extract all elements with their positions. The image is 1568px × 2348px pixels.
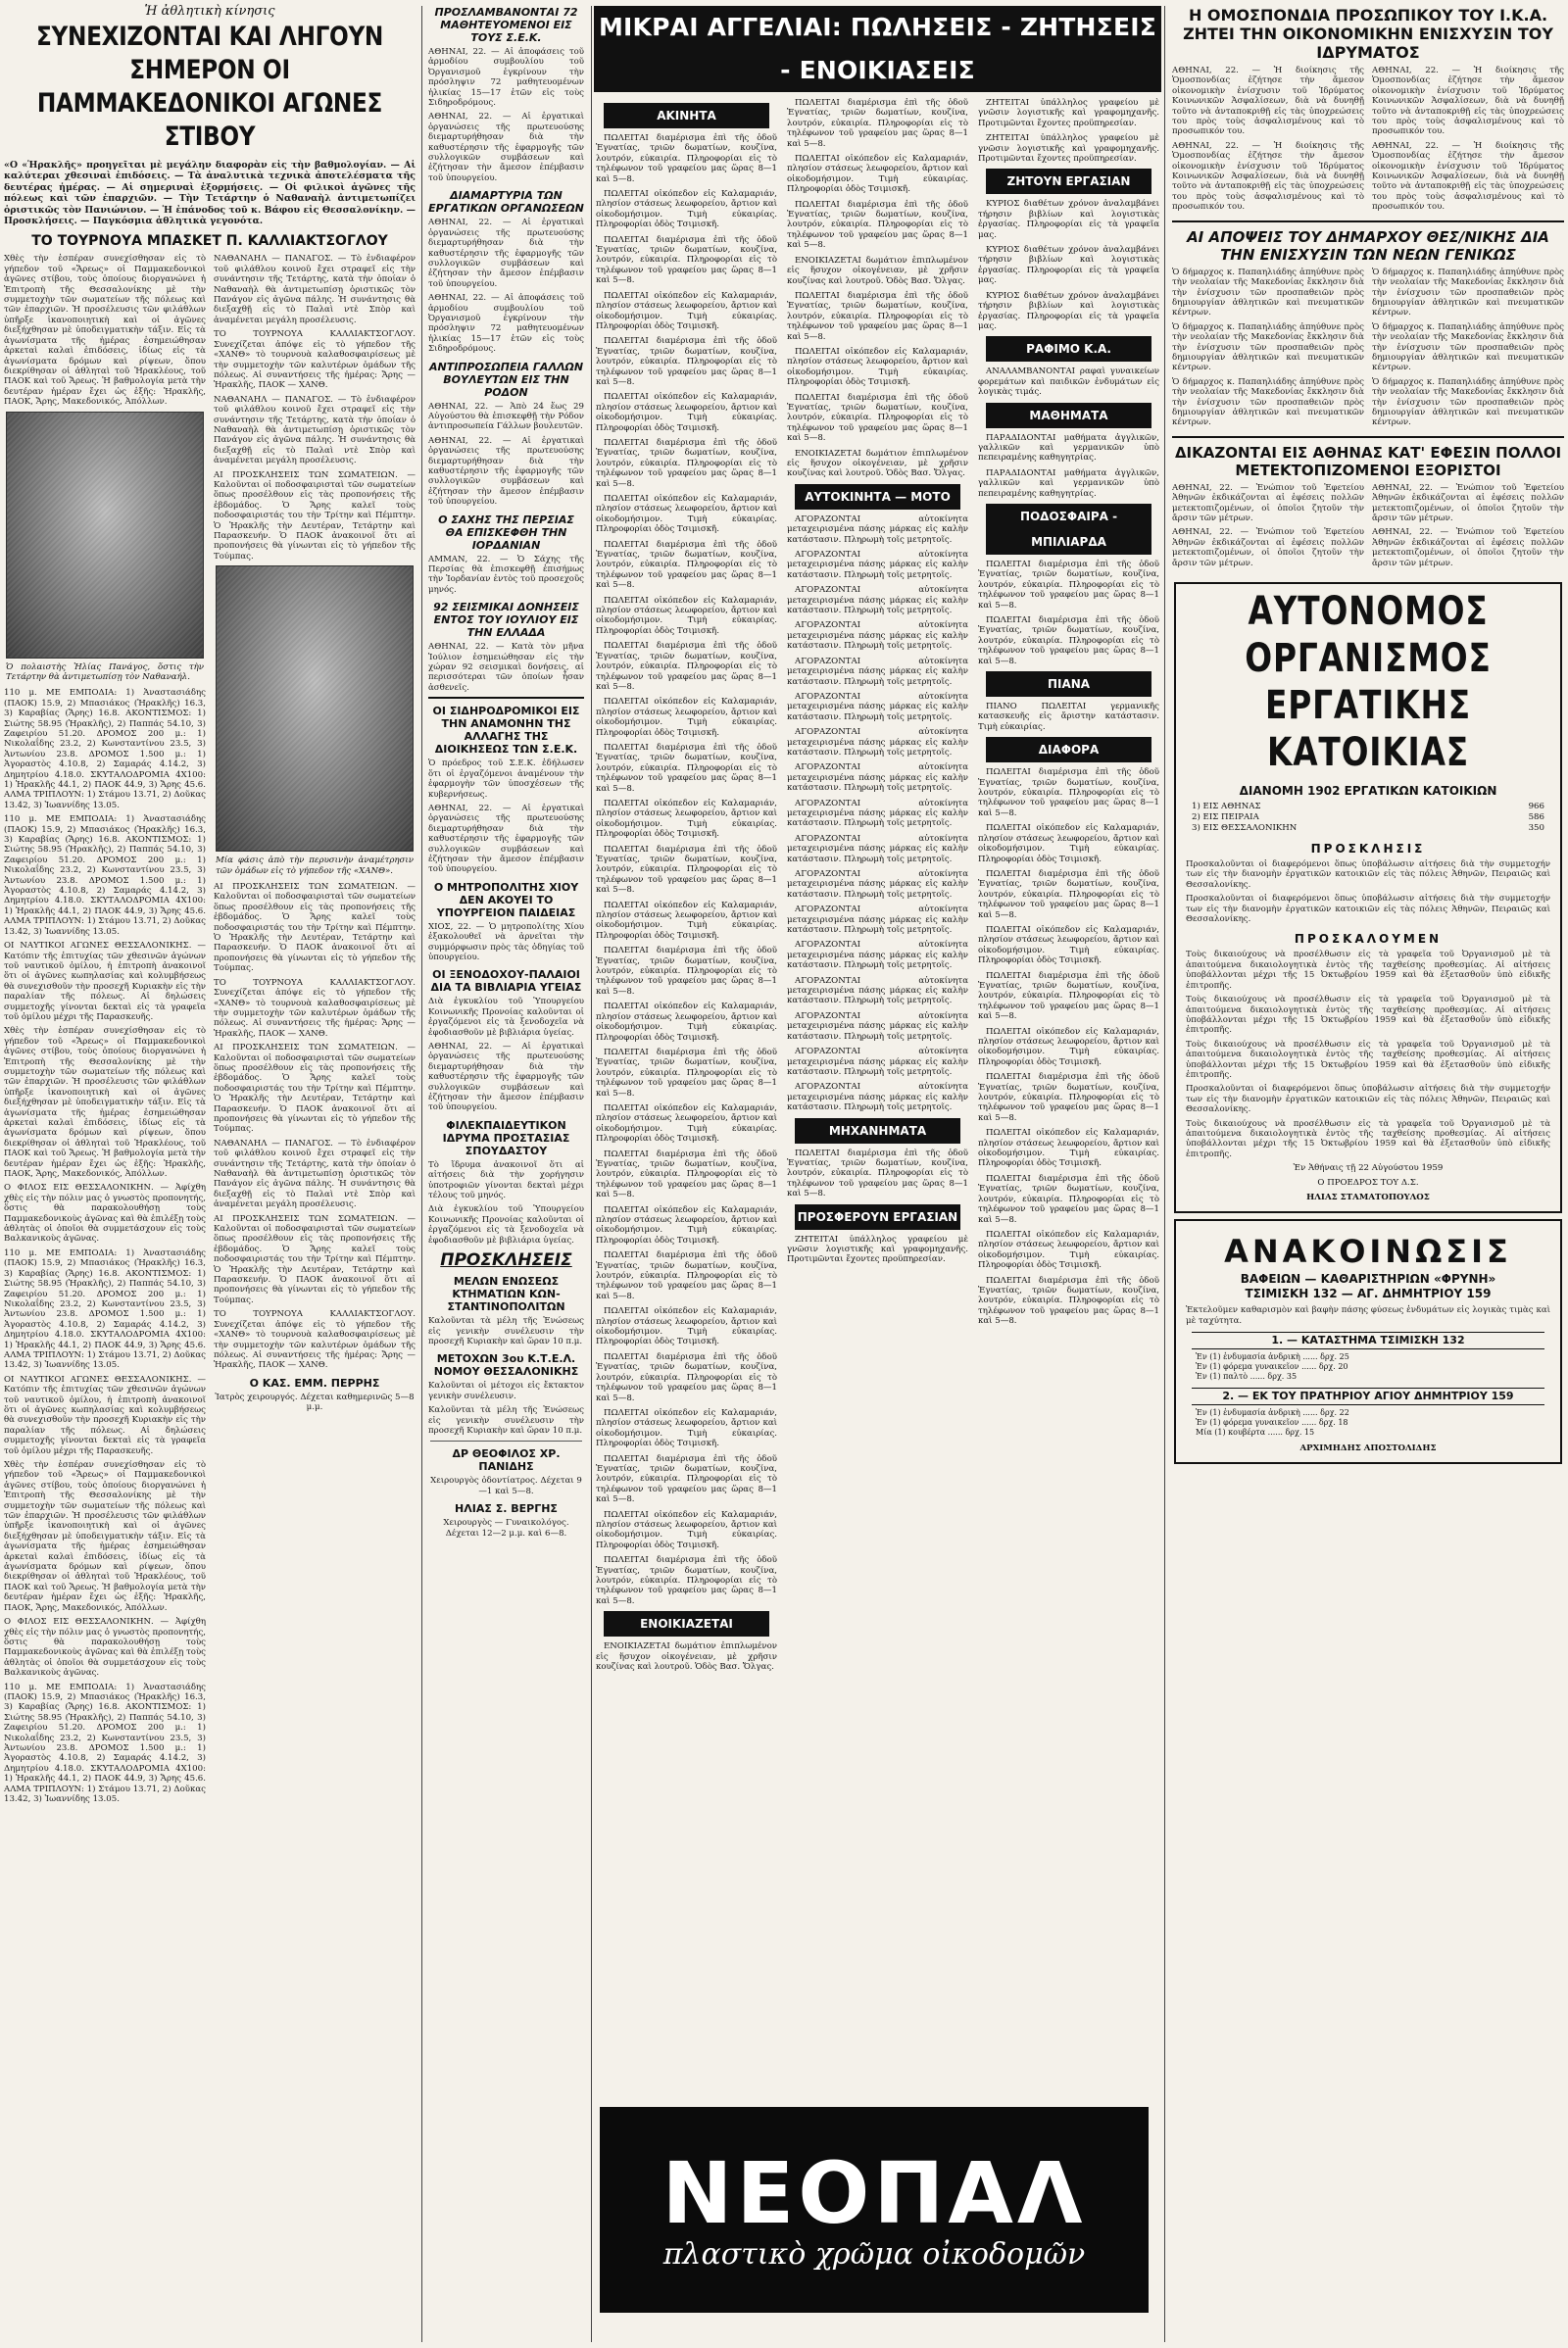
ika-body-4: ΑΘΗΝΑΙ, 22. — Ἡ διοίκησις τῆς Ὁμοσπονδίας ἐζήτησε τὴν ἄμεσον οἰκονομικὴν ἐνίσχυσιν τοῦ Ἱδρύματος Κοινωνικῶν Ἀσφαλίσεων, διὰ νὰ δυνηθῇ τοῦτο νὰ ἀνταποκριθῇ εἰς τὰς ὑποχρεώσεις του πρὸς τοὺς ἀσφαλισμένους καὶ τὸ προσωπικόν του. [1372,140,1564,213]
ad: ΑΓΟΡΑΖΟΝΤΑΙ αὐτοκίνητα μεταχειρισμένα πάσης μάρκας εἰς καλὴν κατάστασιν. Πληρωμὴ τοῖς μετρητοῖς. [787,514,968,545]
ad: ΕΝΟΙΚΙΑΖΕΤΑΙ δωμάτιον ἐπιπλωμένον εἰς ἥσυχον οἰκογένειαν, μὲ χρῆσιν κουζίνας καὶ λουτροῦ. Ὁδὸς Βασ. Ὄλγας. [787,448,968,479]
ad: ΠΩΛΕΙΤΑΙ διαμέρισμα ἐπὶ τῆς ὁδοῦ Ἐγνατίας, τριῶν δωματίων, κουζίνα, λουτρόν, εὐκαιρία. Πληροφορίαι εἰς τὸ τηλέφωνον τοῦ γραφείου μας ὥρας 8—1 καὶ 5—8. [978,868,1159,920]
fryni-segment-2: 2. — ΕΚ ΤΟΥ ΠΡΑΤΗΡΙΟΥ ΑΓΙΟΥ ΔΗΜΗΤΡΙΟΥ 159 [1192,1388,1544,1405]
fryni-signer: ΑΡΧΙΜΗΔΗΣ ΑΠΟΣΤΟΛΙΔΗΣ [1299,1443,1437,1453]
match-photo-caption: Μία φάσις ἀπὸ τὴν περυσινὴν ἀναμέτρησιν τῶν ὁμάδων εἰς τὸ γήπεδον τῆς «ΧΑΝΘ». [216,856,414,876]
news-h12: ΜΕΤΟΧΩΝ 3ου Κ.Τ.Ε.Λ. ΝΟΜΟΥ ΘΕΣΣΑΛΟΝΙΚΗΣ [433,1352,579,1379]
ad: ΑΓΟΡΑΖΟΝΤΑΙ αὐτοκίνητα μεταχειρισμένα πάσης μάρκας εἰς καλὴν κατάστασιν. Πληρωμὴ τοῖς μετρητοῖς. [787,620,968,652]
news-h7: Ο ΜΗΤΡΟΠΟΛΙΤΗΣ ΧΙΟΥ ΔΕΝ ΑΚΟΥΕΙ ΤΟ ΥΠΟΥΡΓΕΙΟΝ ΠΑΙΔΕΙΑΣ [433,880,579,919]
sports-body-repeat: Χθὲς τὴν ἑσπέραν συνεχίσθησαν εἰς τὸ γήπεδον τοῦ «Ἄρεως» οἱ Παμμακεδονικοὶ ἀγῶνες στίβου, τοὺς ὁποίους διοργανώνει ἡ Ἐπιτροπὴ τῆς Θεσσαλονίκης μὲ τὴν συμμετοχὴν τῶν σωματείων τῆς πόλεως καὶ τῶν ἐπαρχιῶν. Ἡ προσέλευσις τῶν φιλάθλων ὑπῆρξε ἱκανοποιητικὴ καὶ οἱ ἀγῶνες διεξήχθησαν μὲ ὑποδειγματικὴν τάξιν. Εἰς τὰ ἀγωνίσματα τῆς ἡμέρας ἐσημειώθησαν ἀρκεταὶ καλαὶ ἐπιδόσεις, ἰδίως εἰς τὰ ἀγωνίσματα δρόμων καὶ ρίψεων, ὅπου διεκρίθησαν οἱ ἀθληταὶ τοῦ Ἡρακλέους, τοῦ ΠΑΟΚ καὶ τοῦ Ἄρεως. Ἡ βαθμολογία μετὰ τὴν δευτέραν ἡμέραν ἔχει ὡς ἑξῆς: Ἡρακλῆς, ΠΑΟΚ, Ἄρης, Μακεδονικός, Ἀπόλλων. [4,1026,206,1180]
ad: ΠΩΛΕΙΤΑΙ διαμέρισμα ἐπὶ τῆς ὁδοῦ Ἐγνατίας, τριῶν δωματίων, κουζίνα, λουτρόν, εὐκαιρία. Πληροφορίαι εἰς τὸ τηλέφωνον τοῦ γραφείου μας ὥρας 8—1 καὶ 5—8. [596,336,777,387]
column-rule [591,6,592,2342]
section-michanimata: ΜΗΧΑΝΗΜΑΤΑ [795,1118,960,1144]
housing-list-item: 3) ΕΙΣ ΘΕΣΣΑΛΟΝΙΚΗΝ 350 [1192,823,1544,834]
ad: ΠΩΛΕΙΤΑΙ διαμέρισμα ἐπὶ τῆς ὁδοῦ Ἐγνατίας, τριῶν δωματίων, κουζίνα, λουτρόν, εὐκαιρία. Πληροφορίαι εἰς τὸ τηλέφωνον τοῦ γραφείου μας ὥρας 8—1 καὶ 5—8. [787,98,968,149]
price-item: Ἐν (1) ἐνδυμασία ἀνδρικὴ ...... δρχ. 22 [1196,1408,1349,1417]
ad: ΠΩΛΕΙΤΑΙ διαμέρισμα ἐπὶ τῆς ὁδοῦ Ἐγνατίας, τριῶν δωματίων, κουζίνα, λουτρόν, εὐκαιρία. Πληροφορίαι εἰς τὸ τηλέφωνον τοῦ γραφείου μας ὥρας 8—1 καὶ 5—8. [978,1275,1159,1327]
news-h4: Ο ΣΑΧΗΣ ΤΗΣ ΠΕΡΣΙΑΣ ΘΑ ΕΠΙΣΚΕΦΘΗ ΤΗΝ ΙΟΡΔΑΝΙΑΝ [438,513,574,552]
ad: ΠΩΛΕΙΤΑΙ οἰκόπεδον εἰς Καλαμαριάν, πλησίον στάσεως λεωφορείου, ἄρτιον καὶ οἰκοδομήσιμον. Τιμὴ εὐκαιρίας. Πληροφορίαι ὁδὸς Τσιμισκῆ. [978,823,1159,864]
ad: ΠΩΛΕΙΤΑΙ διαμέρισμα ἐπὶ τῆς ὁδοῦ Ἐγνατίας, τριῶν δωματίων, κουζίνα, λουτρόν, εὐκαιρία. Πληροφορίαι εἰς τὸ τηλέφωνον τοῦ γραφείου μας ὥρας 8—1 καὶ 5—8. [596,844,777,896]
ad: ΠΩΛΕΙΤΑΙ διαμέρισμα ἐπὶ τῆς ὁδοῦ Ἐγνατίας, τριῶν δωματίων, κουζίνα, λουτρόν, εὐκαιρία. Πληροφορίαι εἰς τὸ τηλέφωνον τοῦ γραφείου μας ὥρας 8—1 καὶ 5—8. [596,234,777,286]
housing-body-2e: Τοὺς δικαιούχους νὰ προσέλθωσιν εἰς τὰ γραφεῖα τοῦ Ὀργανισμοῦ μὲ τὰ ἀπαιτούμενα δικαιολογητικὰ ἐντὸς τῆς ταχθείσης προθεσμίας. Αἱ αἰτήσεις ὑποβάλλονται μέχρι τῆς 15 Ὀκτωβρίου 1959 καὶ θὰ ἐξετασθοῦν ὑπὸ εἰδικῆς ἐπιτροπῆς. [1186,1118,1550,1159]
ad: ΠΩΛΕΙΤΑΙ οἰκόπεδον εἰς Καλαμαριάν, πλησίον στάσεως λεωφορείου, ἄρτιον καὶ οἰκοδομήσιμον. Τιμὴ εὐκαιρίας. Πληροφορίαι ὁδὸς Τσιμισκῆ. [596,900,777,941]
trials-body-2: ΑΘΗΝΑΙ, 22. — Ἐνώπιον τοῦ Ἐφετείου Ἀθηνῶν ἐκδικάζονται αἱ ἐφέσεις πολλῶν μετεκτοπιζομένων, οἱ ὁποῖοι ζητοῦν τὴν ἄρσιν τῶν μέτρων. [1172,527,1364,568]
column-rule [421,6,422,2342]
ad: ΑΓΟΡΑΖΟΝΤΑΙ αὐτοκίνητα μεταχειρισμένα πάσης μάρκας εἰς καλὴν κατάστασιν. Πληρωμὴ τοῖς μετρητοῖς. [787,550,968,580]
price-item: Ἐν (1) παλτὸ ...... δρχ. 35 [1196,1372,1298,1381]
classifieds-subcol-2 [785,98,970,1677]
sports-results: 110 μ. ΜΕ ΕΜΠΟΔΙΑ: 1) Ἀναστασιάδης (ΠΑΟΚ) 15.9, 2) Μπασιάκος (Ἡρακλῆς) 16.3, 3) Καραβίας (Ἄρης) 16.8. ΑΚΟΝΤΙΣΜΟΣ: 1) Σιώτης 58.95 (Ἡρακλῆς), 2) Παππάς 54.10, 3) Ζαφειρίου 51.20. ΔΡΟΜΟΣ 200 μ.: 1) Νικολαΐδης 23.2, 2) Κωνσταντίνου 23.5, 3) Ἀντωνίου 23.8. ΔΡΟΜΟΣ 1.500 μ.: 1) Ἀγοραστὸς 4.10.8, 2) Σαμαράς 4.14.2, 3) Δημητρίου 4.18.0. ΣΚΥΤΑΛΟΔΡΟΜΙΑ 4Χ100: 1) Ἡρακλῆς 44.1, 2) ΠΑΟΚ 44.9, 3) Ἄρης 45.6. ΑΛΜΑ ΤΡΙΠΛΟΥΝ: 1) Στάμου 13.71, 2) Δοῦκας 13.42, 3) Ἰωαννίδης 13.05. [4,688,206,810]
ad: ΠΩΛΕΙΤΑΙ οἰκόπεδον εἰς Καλαμαριάν, πλησίον στάσεως λεωφορείου, ἄρτιον καὶ οἰκοδομήσιμον. Τιμὴ εὐκαιρίας. Πληροφορίαι ὁδὸς Τσιμισκῆ. [787,346,968,388]
section-divider [1172,436,1564,438]
price-item: Ἐν (1) ἐνδυμασία ἀνδρικὴ ...... δρχ. 25 [1196,1352,1349,1361]
doctor-ad-title: Ο ΚΑΣ. ΕΜΜ. ΠΕΡΡΗΣ [249,1376,380,1390]
ad: ΠΩΛΕΙΤΑΙ οἰκόπεδον εἰς Καλαμαριάν, πλησίον στάσεως λεωφορείου, ἄρτιον καὶ οἰκοδομήσιμον. Τιμὴ εὐκαιρίας. Πληροφορίαι ὁδὸς Τσιμισκῆ. [596,1102,777,1145]
ad: ΑΓΟΡΑΖΟΝΤΑΙ αὐτοκίνητα μεταχειρισμένα πάσης μάρκας εἰς καλὴν κατάστασιν. Πληρωμὴ τοῖς μετρητοῖς. [787,1082,968,1113]
news-divider [428,697,584,699]
ad: ΑΝΑΛΑΜΒΑΝΟΝΤΑΙ ραφαὶ γυναικείων φορεμάτων καὶ παιδικῶν ἐνδυμάτων εἰς λογικὰς τιμάς. [978,367,1159,398]
news-h9: ΦΙΛΕΚΠΑΙΔΕΥΤΙΚΟΝ ΙΔΡΥΜΑ ΠΡΟΣΤΑΣΙΑΣ ΣΠΟΥΔΑΣΤΟΥ [442,1118,570,1157]
ad: ΑΓΟΡΑΖΟΝΤΑΙ αὐτοκίνητα μεταχειρισμένα πάσης μάρκας εἰς καλὴν κατάστασιν. Πληρωμὴ τοῖς μετρητοῖς. [787,940,968,971]
doctor-divider [430,1441,582,1442]
mayor-body-6: Ὁ δήμαρχος κ. Παπαηλιάδης ἀπηύθυνε πρὸς τὴν νεολαίαν τῆς Μακεδονίας ἔκκλησιν διὰ τὴν ἐνίσχυσιν τῶν προσπαθειῶν πρὸς δημιουργίαν ἀθλητικῶν καὶ πνευματικῶν κέντρων. [1372,376,1564,428]
sports-body-a: Χθὲς τὴν ἑσπέραν συνεχίσθησαν εἰς τὸ γήπεδον τοῦ «Ἄρεως» οἱ Παμμακεδονικοὶ ἀγῶνες στίβου, τοὺς ὁποίους διοργανώνει ἡ Ἐπιτροπὴ τῆς Θεσσαλονίκης μὲ τὴν συμμετοχὴν τῶν σωματείων τῆς πόλεως καὶ τῶν ἐπαρχιῶν. Ἡ προσέλευσις τῶν φιλάθλων ὑπῆρξε ἱκανοποιητικὴ καὶ οἱ ἀγῶνες διεξήχθησαν μὲ ὑποδειγματικὴν τάξιν. Εἰς τὰ ἀγωνίσματα τῆς ἡμέρας ἐσημειώθησαν ἀρκεταὶ καλαὶ ἐπιδόσεις, ἰδίως εἰς τὰ ἀγωνίσματα δρόμων καὶ ρίψεων, ὅπου διεκρίθησαν οἱ ἀθληταὶ τοῦ Ἡρακλέους, τοῦ ΠΑΟΚ καὶ τοῦ Ἄρεως. Ἡ βαθμολογία μετὰ τὴν δευτέραν ἡμέραν ἔχει ὡς ἑξῆς: Ἡρακλῆς, ΠΑΟΚ, Ἄρης, Μακεδονικός, Ἀπόλλων. [4,254,206,408]
news-p9: Τὸ ἵδρυμα ἀνακοινοῖ ὅτι αἱ αἰτήσεις διὰ τὴν χορήγησιν ὑποτροφιῶν γίνονται δεκταὶ μέχρι τέλους τοῦ μηνός. [428,1159,584,1201]
news-p12: Καλοῦνται οἱ μέτοχοι εἰς ἔκτακτον γενικὴν συνέλευσιν. [428,1381,584,1401]
housing-list-item: 2) ΕΙΣ ΠΕΙΡΑΙΑ 586 [1192,812,1544,823]
news-p6: Ὁ πρόεδρος τοῦ Σ.Ε.Κ. ἐδήλωσεν ὅτι οἱ ἐργαζόμενοι ἀναμένουν τὴν ἐφαρμογὴν τῶν ὑποσχέσεων τῆς κυβερνήσεως. [428,758,584,800]
ika-body-2: ΑΘΗΝΑΙ, 22. — Ἡ διοίκησις τῆς Ὁμοσπονδίας ἐζήτησε τὴν ἄμεσον οἰκονομικὴν ἐνίσχυσιν τοῦ Ἱδρύματος Κοινωνικῶν Ἀσφαλίσεων, διὰ νὰ δυνηθῇ τοῦτο νὰ ἀνταποκριθῇ εἰς τὰς ὑποχρεώσεις του πρὸς τοὺς ἀσφαλισμένους καὶ τὸ προσωπικόν του. [1172,140,1364,213]
sailing-news: ΟΙ ΝΑΥΤΙΚΟΙ ΑΓΩΝΕΣ ΘΕΣΣΑΛΟΝΙΚΗΣ. — Κατόπιν τῆς ἐπιτυχίας τῶν χθεσινῶν ἀγώνων τοῦ ναυτικοῦ ὁμίλου, ἡ ἐπιτροπὴ ἀνακοινοῖ ὅτι οἱ ἀγῶνες κωπηλασίας καὶ κολυμβήσεως θὰ συνεχισθοῦν τὴν προσεχῆ Κυριακὴν εἰς τὴν παραλίαν τῆς πόλεως. Αἱ δηλώσεις συμμετοχῆς γίνονται δεκταὶ εἰς τὰ γραφεῖα τοῦ ὁμίλου μέχρι τῆς Παρασκευῆς. [4,941,206,1022]
ad: ΑΓΟΡΑΖΟΝΤΑΙ αὐτοκίνητα μεταχειρισμένα πάσης μάρκας εἰς καλὴν κατάστασιν. Πληρωμὴ τοῖς μετρητοῖς. [787,975,968,1006]
ad: ΠΩΛΕΙΤΑΙ διαμέρισμα ἐπὶ τῆς ὁδοῦ Ἐγνατίας, τριῶν δωματίων, κουζίνα, λουτρόν, εὐκαιρία. Πληροφορίαι εἰς τὸ τηλέφωνον τοῦ γραφείου μας ὥρας 8—1 καὶ 5—8. [596,437,777,489]
neopal-ad [600,2107,1149,2313]
ad: ΑΓΟΡΑΖΟΝΤΑΙ αὐτοκίνητα μεταχειρισμένα πάσης μάρκας εἰς καλὴν κατάστασιν. Πληρωμὴ τοῖς μετρητοῖς. [787,727,968,758]
ad: ΖΗΤΕΙΤΑΙ ὑπάλληλος γραφείου μὲ γνῶσιν λογιστικῆς καὶ γραφομηχανῆς. Προτιμῶνται ἔχοντες προϋπηρεσίαν. [978,133,1159,165]
ad: ΕΝΟΙΚΙΑΖΕΤΑΙ δωμάτιον ἐπιπλωμένον εἰς ἥσυχον οἰκογένειαν, μὲ χρῆσιν κουζίνας καὶ λουτροῦ. Ὁδὸς Βασ. Ὄλγας. [596,1641,777,1673]
trials-headline: ΔΙΚΑΖΟΝΤΑΙ ΕΙΣ ΑΘΗΝΑΣ ΚΑΤ' ΕΦΕΣΙΝ ΠΟΛΛΟΙ ΜΕΤΕΚΤΟΠΙΖΟΜΕΝΟΙ ΕΞΟΡΙΣΤΟΙ [1174,443,1562,479]
ad: ΠΩΛΕΙΤΑΙ οἰκόπεδον εἰς Καλαμαριάν, πλησίον στάσεως λεωφορείου, ἄρτιον καὶ οἰκοδομήσιμον. Τιμὴ εὐκαιρίας. Πληροφορίαι ὁδὸς Τσιμισκῆ. [596,494,777,535]
right-column [1168,0,1568,2348]
ad: ΠΩΛΕΙΤΑΙ οἰκόπεδον εἰς Καλαμαριάν, πλησίον στάσεως λεωφορείου, ἄρτιον καὶ οἰκοδομήσιμον. Τιμὴ εὐκαιρίας. Πληροφορίαι ὁδὸς Τσιμισκῆ. [596,189,777,230]
ad: ΑΓΟΡΑΖΟΝΤΑΙ αὐτοκίνητα μεταχειρισμένα πάσης μάρκας εἰς καλὴν κατάστασιν. Πληρωμὴ τοῖς μετρητοῖς. [787,585,968,616]
wrestling-preview: ΝΑΘΑΝΑΗΛ — ΠΑΝΑΓΟΣ. — Τὸ ἐνδιαφέρον τοῦ φιλάθλου κοινοῦ ἔχει στραφεῖ εἰς τὴν συνάντησιν τῆς Τετάρτης, κατὰ τὴν ὁποίαν ὁ Ναθαναὴλ θὰ ἀντιμετωπίσῃ ὁριστικῶς τὸν Πανάγον εἰς ἀγῶνα πάλης. Ἡ συνάντησις θὰ διεξαχθῇ εἰς τὸ Παλαὶ ντὲ Σπὸρ καὶ ἀναμένεται μεγάλη προσέλευσις. [214,254,416,325]
ad: ΠΩΛΕΙΤΑΙ διαμέρισμα ἐπὶ τῆς ὁδοῦ Ἐγνατίας, τριῶν δωματίων, κουζίνα, λουτρόν, εὐκαιρία. Πληροφορίαι εἰς τὸ τηλέφωνον τοῦ γραφείου μας ὥρας 8—1 καὶ 5—8. [787,199,968,251]
ad: ΑΓΟΡΑΖΟΝΤΑΙ αὐτοκίνητα μεταχειρισμένα πάσης μάρκας εἰς καλὴν κατάστασιν. Πληρωμὴ τοῖς μετρητοῖς. [787,762,968,794]
housing-body-2d: Προσκαλοῦνται οἱ διαφερόμενοι ὅπως ὑποβάλωσιν αἰτήσεις διὰ τὴν συμμετοχήν των εἰς τὴν διανομὴν ἐργατικῶν κατοικιῶν εἰς τὰς πόλεις Ἀθηνῶν, Πειραιῶς καὶ Θεσσαλονίκης. [1186,1084,1550,1115]
news-p3: ΑΘΗΝΑΙ, 22. — Ἀπὸ 24 ἕως 29 Αὐγούστου θὰ ἐπισκεφθῇ τὴν Ρόδον ἀντιπροσωπεία Γάλλων βουλευτῶν. [428,401,584,432]
ad: ΖΗΤΕΙΤΑΙ ὑπάλληλος γραφείου μὲ γνῶσιν λογιστικῆς καὶ γραφομηχανῆς. Προτιμῶνται ἔχοντες προϋπηρεσίαν. [787,1234,968,1265]
ika-body-3: ΑΘΗΝΑΙ, 22. — Ἡ διοίκησις τῆς Ὁμοσπονδίας ἐζήτησε τὴν ἄμεσον οἰκονομικὴν ἐνίσχυσιν τοῦ Ἱδρύματος Κοινωνικῶν Ἀσφαλίσεων, διὰ νὰ δυνηθῇ τοῦτο νὰ ἀνταποκριθῇ εἰς τὰς ὑποχρεώσεις του πρὸς τοὺς ἀσφαλισμένους καὶ τὸ προσωπικόν του. [1372,66,1564,137]
doctor-ad-text: Ἰατρὸς χειρουργός. Δέχεται καθημερινῶς 5—8 μ.μ. [215,1392,415,1413]
ad: ΠΩΛΕΙΤΑΙ διαμέρισμα ἐπὶ τῆς ὁδοῦ Ἐγνατίας, τριῶν δωματίων, κουζίνα, λουτρόν, εὐκαιρία. Πληροφορίαι εἰς τὸ τηλέφωνον τοῦ γραφείου μας ὥρας 8—1 καὶ 5—8. [596,742,777,794]
housing-body-2: Τοὺς δικαιούχους νὰ προσέλθωσιν εἰς τὰ γραφεῖα τοῦ Ὀργανισμοῦ μὲ τὰ ἀπαιτούμενα δικαιολογητικὰ ἐντὸς τῆς ταχθείσης προθεσμίας. Αἱ αἰτήσεις ὑποβάλλονται μέχρι τῆς 15 Ὀκτωβρίου 1959 καὶ θὰ ἐξετασθοῦν ὑπὸ εἰδικῆς ἐπιτροπῆς. [1186,950,1550,991]
ad: ΑΓΟΡΑΖΟΝΤΑΙ αὐτοκίνητα μεταχειρισμένα πάσης μάρκας εἰς καλὴν κατάστασιν. Πληρωμὴ τοῖς μετρητοῖς. [787,905,968,936]
coach-news-more: Ο ΦΙΛΟΣ ΕΙΣ ΘΕΣΣΑΛΟΝΙΚΗΝ. — Ἀφίχθη χθὲς εἰς τὴν πόλιν μας ὁ γνωστὸς προπονητής, ὅστις θὰ παρακολουθήσῃ τοὺς Παμμακεδονικοὺς ἀγῶνας καὶ θὰ ἐπιλέξῃ τοὺς ἀθλητὰς οἱ ὁποῖοι θὰ συμμετάσχουν εἰς τοὺς Βαλκανικοὺς ἀγῶνας. [4,1617,206,1679]
ad: ΠΩΛΕΙΤΑΙ οἰκόπεδον εἰς Καλαμαριάν, πλησίον στάσεως λεωφορείου, ἄρτιον καὶ οἰκοδομήσιμον. Τιμὴ εὐκαιρίας. Πληροφορίαι ὁδὸς Τσιμισκῆ. [596,595,777,636]
basketball-body-2: ΤΟ ΤΟΥΡΝΟΥΑ ΚΑΛΛΙΑΚΤΣΟΓΛΟΥ. Συνεχίζεται ἀπόψε εἰς τὸ γήπεδον τῆς «ΧΑΝΘ» τὸ τουρνουὰ καλαθοσφαιρίσεως μὲ τὴν συμμετοχὴν τῶν καλυτέρων ὁμάδων τῆς πόλεως. Αἱ συναντήσεις τῆς ἡμέρας: Ἄρης — Ἡρακλῆς, ΠΑΟΚ — ΧΑΝΘ. [214,977,416,1039]
club-calls-2: ΑΙ ΠΡΟΣΚΛΗΣΕΙΣ ΤΩΝ ΣΩΜΑΤΕΙΩΝ. — Καλοῦνται οἱ ποδοσφαιρισταὶ τῶν σωματείων ὅπως προσέλθουν εἰς τὰς προπονήσεις τῆς ἑβδομάδος. Ὁ Ἄρης καλεῖ τοὺς ποδοσφαιριστάς του τὴν Τρίτην καὶ Πέμπτην. Ὁ Ἡρακλῆς τὴν Δευτέραν, Τετάρτην καὶ Παρασκευήν. Ὁ ΠΑΟΚ ἀνακοινοῖ ὅτι αἱ προπονήσεις θὰ γίνωνται εἰς τὸ γήπεδον τῆς Τούμπας. [214,882,416,974]
housing-signer-title: Ο ΠΡΟΕΔΡΟΣ ΤΟΥ Δ.Σ. [1317,1178,1419,1189]
fryni-notice [1174,1219,1562,1464]
ad: ΠΩΛΕΙΤΑΙ διαμέρισμα ἐπὶ τῆς ὁδοῦ Ἐγνατίας, τριῶν δωματίων, κουζίνα, λουτρόν, εὐκαιρία. Πληροφορίαι εἰς τὸ τηλέφωνον τοῦ γραφείου μας ὥρας 8—1 καὶ 5—8. [978,559,1159,611]
ad: ΠΩΛΕΙΤΑΙ διαμέρισμα ἐπὶ τῆς ὁδοῦ Ἐγνατίας, τριῶν δωματίων, κουζίνα, λουτρόν, εὐκαιρία. Πληροφορίαι εἰς τὸ τηλέφωνον τοῦ γραφείου μας ὥρας 8—1 καὶ 5—8. [978,1173,1159,1225]
doctor1-text: Χειρουργὸς ὀδοντίατρος. Δέχεται 9—1 καὶ 5—8. [430,1476,582,1496]
section-divider [1172,220,1564,222]
ad: ΑΓΟΡΑΖΟΝΤΑΙ αὐτοκίνητα μεταχειρισμένα πάσης μάρκας εἰς καλὴν κατάστασιν. Πληρωμὴ τοῖς μετρητοῖς. [787,691,968,722]
price-item: Ἐν (1) φόρεμα γυναικεῖον ...... δρχ. 18 [1196,1418,1348,1427]
ad: ΠΩΛΕΙΤΑΙ διαμέρισμα ἐπὶ τῆς ὁδοῦ Ἐγνατίας, τριῶν δωματίων, κουζίνα, λουτρόν, εὐκαιρία. Πληροφορίαι εἰς τὸ τηλέφωνον τοῦ γραφείου μας ὥρας 8—1 καὶ 5—8. [596,1555,777,1606]
wrestling-preview-2: ΝΑΘΑΝΑΗΛ — ΠΑΝΑΓΟΣ. — Τὸ ἐνδιαφέρον τοῦ φιλάθλου κοινοῦ ἔχει στραφεῖ εἰς τὴν συνάντησιν τῆς Τετάρτης, κατὰ τὴν ὁποίαν ὁ Ναθαναὴλ θὰ ἀντιμετωπίσῃ ὁριστικῶς τὸν Πανάγον εἰς ἀγῶνα πάλης. Ἡ συνάντησις θὰ διεξαχθῇ εἰς τὸ Παλαὶ ντὲ Σπὸρ καὶ ἀναμένεται μεγάλη προσέλευσις. [214,394,416,466]
news-h2: ΔΙΑΜΑΡΤΥΡΙΑ ΤΩΝ ΕΡΓΑΤΙΚΩΝ ΟΡΓΑΝΩΣΕΩΝ [428,189,584,216]
section-akinita: ΑΚΙΝΗΤΑ [604,103,769,128]
mayor-body-5: Ὁ δήμαρχος κ. Παπαηλιάδης ἀπηύθυνε πρὸς τὴν νεολαίαν τῆς Μακεδονίας ἔκκλησιν διὰ τὴν ἐνίσχυσιν τῶν προσπαθειῶν πρὸς δημιουργίαν ἀθλητικῶν καὶ πνευματικῶν κέντρων. [1372,321,1564,373]
basketball-tourney-headline: ΤΟ ΤΟΥΡΝΟΥΑ ΜΠΑΣΚΕΤ Π. ΚΑΛΛΙΑΚΤΣΟΓΛΟΥ [31,233,388,250]
housing-list-item: 1) ΕΙΣ ΑΘΗΝΑΣ 966 [1192,802,1544,812]
ad: ΠΙΑΝΟ ΠΩΛΕΙΤΑΙ γερμανικῆς κατασκευῆς εἰς ἄριστην κατάστασιν. Τιμὴ εὐκαιρίας. [978,702,1159,732]
coach-news: Ο ΦΙΛΟΣ ΕΙΣ ΘΕΣΣΑΛΟΝΙΚΗΝ. — Ἀφίχθη χθὲς εἰς τὴν πόλιν μας ὁ γνωστὸς προπονητής, ὅστις θὰ παρακολουθήσῃ τοὺς Παμμακεδονικοὺς ἀγῶνας καὶ θὰ ἐπιλέξῃ τοὺς ἀθλητὰς οἱ ὁποῖοι θὰ συμμετάσχουν εἰς τοὺς Βαλκανικοὺς ἀγῶνας. [4,1183,206,1245]
ika-headline: Η ΟΜΟΣΠΟΝΔΙΑ ΠΡΟΣΩΠΙΚΟΥ ΤΟΥ Ι.Κ.Α. ΖΗΤΕΙ ΤΗΝ ΟΙΚΟΝΟΜΙΚΗΝ ΕΝΙΣΧΥΣΙΝ ΤΟΥ ΙΔΡΥΜΑΤΟΣ [1183,6,1553,62]
news-h6: ΟΙ ΣΙΔΗΡΟΔΡΟΜΙΚΟΙ ΕΙΣ ΤΗΝ ΑΝΑΜΟΝΗΝ ΤΗΣ ΑΛΛΑΓΗΣ ΤΗΣ ΔΙΟΙΚΗΣΕΩΣ ΤΩΝ Σ.Ε.Κ. [432,705,580,757]
ad: ΠΩΛΕΙΤΑΙ οἰκόπεδον εἰς Καλαμαριάν, πλησίον στάσεως λεωφορείου, ἄρτιον καὶ οἰκοδομήσιμον. Τιμὴ εὐκαιρίας. Πληροφορίαι ὁδὸς Τσιμισκῆ. [596,798,777,840]
housing-org-title: ΑΥΤΟΝΟΜΟΣ ΟΡΓΑΝΙΣΜΟΣ ΕΡΓΑΤΙΚΗΣ ΚΑΤΟΙΚΙΑΣ [1245,589,1492,776]
club-calls: ΑΙ ΠΡΟΣΚΛΗΣΕΙΣ ΤΩΝ ΣΩΜΑΤΕΙΩΝ. — Καλοῦνται οἱ ποδοσφαιρισταὶ τῶν σωματείων ὅπως προσέλθουν εἰς τὰς προπονήσεις τῆς ἑβδομάδος. Ὁ Ἄρης καλεῖ τοὺς ποδοσφαιριστάς του τὴν Τρίτην καὶ Πέμπτην. Ὁ Ἡρακλῆς τὴν Δευτέραν, Τετάρτην καὶ Παρασκευήν. Ὁ ΠΑΟΚ ἀνακοινοῖ ὅτι αἱ προπονήσεις θὰ γίνωνται εἰς τὸ γήπεδον τῆς Τούμπας. [214,469,416,562]
invitations-title: ΠΡΟΣΚΛΗΣΕΙΣ [440,1250,572,1271]
classifieds-banner: ΜΙΚΡΑΙ ΑΓΓΕΛΙΑΙ: ΠΩΛΗΣΕΙΣ - ΖΗΤΗΣΕΙΣ - ΕΝΟΙΚΙΑΣΕΙΣ [594,6,1161,92]
ad: ΑΓΟΡΑΖΟΝΤΑΙ αὐτοκίνητα μεταχειρισμένα πάσης μάρκας εἰς καλὴν κατάστασιν. Πληρωμὴ τοῖς μετρητοῖς. [787,656,968,687]
mayor-headline: ΑΙ ΑΠΟΨΕΙΣ ΤΟΥ ΔΗΜΑΡΧΟΥ ΘΕΣ/ΝΙΚΗΣ ΔΙΑ ΤΗΝ ΕΝΙΣΧΥΣΙΝ ΤΩΝ ΝΕΩΝ ΓΕΝΙΚΩΣ [1187,227,1549,264]
news-p8b: ΑΘΗΝΑΙ, 22. — Αἱ ἐργατικαὶ ὀργανώσεις τῆς πρωτευούσης διεμαρτυρήθησαν διὰ τὴν καθυστέρησιν τῆς ἐφαρμογῆς τῶν συλλογικῶν συμβάσεων καὶ ἐζήτησαν τὴν ἄμεσον ἐπέμβασιν τοῦ ὑπουργείου. [428,1042,584,1113]
ad: ΠΩΛΕΙΤΑΙ οἰκόπεδον εἰς Καλαμαριάν, πλησίον στάσεως λεωφορείου, ἄρτιον καὶ οἰκοδομήσιμον. Τιμὴ εὐκαιρίας. Πληροφορίαι ὁδὸς Τσιμισκῆ. [596,1204,777,1246]
news-p11: Καλοῦνται τὰ μέλη τῆς Ἑνώσεως εἰς γενικὴν συνέλευσιν τὴν προσεχῆ Κυριακὴν καὶ ὥραν 10 π.μ. [428,1316,584,1346]
neopal-tagline: πλαστικὸ χρῶμα οἰκοδομῶν [662,2237,1086,2272]
ad: ΠΩΛΕΙΤΑΙ διαμέρισμα ἐπὶ τῆς ὁδοῦ Ἐγνατίας, τριῶν δωματίων, κουζίνα, λουτρόν, εὐκαιρία. Πληροφορίαι εἰς τὸ τηλέφωνον τοῦ γραφείου μας ὥρας 8—1 καὶ 5—8. [596,1250,777,1301]
ad: ΠΩΛΕΙΤΑΙ οἰκόπεδον εἰς Καλαμαριάν, πλησίον στάσεως λεωφορείου, ἄρτιον καὶ οἰκοδομήσιμον. Τιμὴ εὐκαιρίας. Πληροφορίαι ὁδὸς Τσιμισκῆ. [596,1407,777,1449]
ika-body: ΑΘΗΝΑΙ, 22. — Ἡ διοίκησις τῆς Ὁμοσπονδίας ἐζήτησε τὴν ἄμεσον οἰκονομικὴν ἐνίσχυσιν τοῦ Ἱδρύματος Κοινωνικῶν Ἀσφαλίσεων, διὰ νὰ δυνηθῇ τοῦτο νὰ ἀνταποκριθῇ εἰς τὰς ὑποχρεώσεις του πρὸς τοὺς ἀσφαλισμένους καὶ τὸ προσωπικόν του. [1172,66,1364,137]
mayor-body: Ὁ δήμαρχος κ. Παπαηλιάδης ἀπηύθυνε πρὸς τὴν νεολαίαν τῆς Μακεδονίας ἔκκλησιν διὰ τὴν ἐνίσχυσιν τῶν προσπαθειῶν πρὸς δημιουργίαν ἀθλητικῶν καὶ πνευματικῶν κέντρων. [1172,267,1364,318]
ad: ΠΩΛΕΙΤΑΙ οἰκόπεδον εἰς Καλαμαριάν, πλησίον στάσεως λεωφορείου, ἄρτιον καὶ οἰκοδομήσιμον. Τιμὴ εὐκαιρίας. Πληροφορίαι ὁδὸς Τσιμισκῆ. [978,1026,1159,1067]
ad: ΠΩΛΕΙΤΑΙ διαμέρισμα ἐπὶ τῆς ὁδοῦ Ἐγνατίας, τριῶν δωματίων, κουζίνα, λουτρόν, εὐκαιρία. Πληροφορίαι εἰς τὸ τηλέφωνον τοῦ γραφείου μας ὥρας 8—1 καὶ 5—8. [978,1072,1159,1123]
ad: ΠΩΛΕΙΤΑΙ οἰκόπεδον εἰς Καλαμαριάν, πλησίον στάσεως λεωφορείου, ἄρτιον καὶ οἰκοδομήσιμον. Τιμὴ εὐκαιρίας. Πληροφορίαι ὁδὸς Τσιμισκῆ. [978,1128,1159,1169]
section-zitoun: ΖΗΤΟΥΝ ΕΡΓΑΣΙΑΝ [986,169,1152,194]
news-p1: ΑΘΗΝΑΙ, 22. — Αἱ ἀποφάσεις τοῦ ἁρμοδίου συμβουλίου τοῦ Ὀργανισμοῦ ἐγκρίνουν τὴν πρόσληψιν 72 μαθητευομένων ἡλικίας 15—17 ἐτῶν εἰς τοὺς Σιδηροδρόμους. [428,47,584,109]
ad: ΠΩΛΕΙΤΑΙ διαμέρισμα ἐπὶ τῆς ὁδοῦ Ἐγνατίας, τριῶν δωματίων, κουζίνα, λουτρόν, εὐκαιρία. Πληροφορίαι εἰς τὸ τηλέφωνον τοῦ γραφείου μας ὥρας 8—1 καὶ 5—8. [596,1453,777,1505]
basketball-body: ΤΟ ΤΟΥΡΝΟΥΑ ΚΑΛΛΙΑΚΤΣΟΓΛΟΥ. Συνεχίζεται ἀπόψε εἰς τὸ γήπεδον τῆς «ΧΑΝΘ» τὸ τουρνουὰ καλαθοσφαιρίσεως μὲ τὴν συμμετοχὴν τῶν καλυτέρων ὁμάδων τῆς πόλεως. Αἱ συναντήσεις τῆς ἡμέρας: Ἄρης — Ἡρακλῆς, ΠΑΟΚ — ΧΑΝΘ. [214,329,416,391]
column-rule [1164,6,1165,2342]
housing-body-1: Προσκαλοῦνται οἱ διαφερόμενοι ὅπως ὑποβάλωσιν αἰτήσεις διὰ τὴν συμμετοχήν των εἰς τὴν διανομὴν ἐργατικῶν κατοικιῶν εἰς τὰς πόλεις Ἀθηνῶν, Πειραιῶς καὶ Θεσσαλονίκης. [1186,859,1550,890]
housing-date: Ἐν Ἀθήναις τῇ 22 Αὐγούστου 1959 [1293,1163,1444,1174]
sports-headline: ΣΥΝΕΧΙΖΟΝΤΑΙ ΚΑΙ ΛΗΓΟΥΝ ΣΗΜΕΡΟΝ ΟΙ ΠΑΜΜΑΚΕΔΟΝΙΚΟΙ ΑΓΩΝΕΣ ΣΤΙΒΟΥ [35,22,384,152]
ad: ΠΩΛΕΙΤΑΙ οἰκόπεδον εἰς Καλαμαριάν, πλησίον στάσεως λεωφορείου, ἄρτιον καὶ οἰκοδομήσιμον. Τιμὴ εὐκαιρίας. Πληροφορίαι ὁδὸς Τσιμισκῆ. [596,392,777,433]
doctor2-text: Χειρουργὸς — Γυναικολόγος. Δέχεται 12—2 μ.μ. καὶ 6—8. [443,1518,569,1539]
fryni-sub2: ΤΣΙΜΙΣΚΗ 132 — ΑΓ. ΔΗΜΗΤΡΙΟΥ 159 [1245,1287,1492,1301]
sports-column [0,0,419,2348]
ad: ΠΩΛΕΙΤΑΙ διαμέρισμα ἐπὶ τῆς ὁδοῦ Ἐγνατίας, τριῶν δωματίων, κουζίνα, λουτρόν, εὐκαιρία. Πληροφορίαι εἰς τὸ τηλέφωνον τοῦ γραφείου μας ὥρας 8—1 καὶ 5—8. [596,1149,777,1200]
news-h8: ΟΙ ΞΕΝΟΔΟΧΟΥ-ΠΑΛΑΙΟΙ ΔΙΑ ΤΑ ΒΙΒΛΙΑΡΙΑ ΥΓΕΙΑΣ [430,968,582,995]
wrestling-preview-3: ΝΑΘΑΝΑΗΛ — ΠΑΝΑΓΟΣ. — Τὸ ἐνδιαφέρον τοῦ φιλάθλου κοινοῦ ἔχει στραφεῖ εἰς τὴν συνάντησιν τῆς Τετάρτης, κατὰ τὴν ὁποίαν ὁ Ναθαναὴλ θὰ ἀντιμετωπίσῃ ὁριστικῶς τὸν Πανάγον εἰς ἀγῶνα πάλης. Ἡ συνάντησις θὰ διεξαχθῇ εἰς τὸ Παλαὶ ντὲ Σπὸρ καὶ ἀναμένεται μεγάλη προσέλευσις. [214,1138,416,1210]
ad: ΚΥΡΙΟΣ διαθέτων χρόνον ἀναλαμβάνει τήρησιν βιβλίων καὶ λογιστικὰς ἐργασίας. Πληροφορίαι εἰς τὰ γραφεῖα μας. [978,245,1159,286]
sports-lead: «Ο «Ἡρακλῆς» προηγεῖται μὲ μεγάλην διαφορὰν εἰς τὴν βαθμολογίαν. — Αἱ καλύτεραι χθεσιναὶ ἐπιδόσεις. — Τὰ ἀναλυτικὰ τεχνικὰ ἀποτελέσματα τῆς δευτέρας ἡμέρας. — Αἱ σημεριναὶ ἐξορμήσεις. — Οἱ φιλικοὶ ἀγῶνες τῆς πόλεως καὶ τῶν ἐπαρχιῶν. — Τὴν Τετάρτην ὁ Ναθαναὴλ ἀντιμετωπίζει ὁριστικῶς τὸν Πανιώνιον. — Ἡ ἐπάνοδος τοῦ κ. Βάφου εἰς Θεσσαλονίκην. — Προσκλήσεις. — Παγκόσμια ἀθλητικὰ γεγονότα. [4,160,416,227]
price-item: Μία (1) κουβέρτα ...... δρχ. 15 [1196,1428,1315,1437]
basketball-body-3: ΤΟ ΤΟΥΡΝΟΥΑ ΚΑΛΛΙΑΚΤΣΟΓΛΟΥ. Συνεχίζεται ἀπόψε εἰς τὸ γήπεδον τῆς «ΧΑΝΘ» τὸ τουρνουὰ καλαθοσφαιρίσεως μὲ τὴν συμμετοχὴν τῶν καλυτέρων ὁμάδων τῆς πόλεως. Αἱ συναντήσεις τῆς ἡμέρας: Ἄρης — Ἡρακλῆς, ΠΑΟΚ — ΧΑΝΘ. [214,1309,416,1371]
ad: ΠΑΡΑΔΙΔΟΝΤΑΙ μαθήματα ἀγγλικῶν, γαλλικῶν καὶ γερμανικῶν ὑπὸ πεπειραμένης καθηγητρίας. [978,467,1159,499]
match-photo [216,565,414,852]
fryni-sub1: ΒΑΦΕΙΩΝ — ΚΑΘΑΡΙΣΤΗΡΙΩΝ «ΦΡΥΝΗ» [1240,1272,1496,1287]
news-p5: ΑΘΗΝΑΙ, 22. — Κατὰ τὸν μῆνα Ἰούλιον ἐσημειώθησαν εἰς τὴν χώραν 92 σεισμικαὶ δονήσεις, αἱ περισσότεραι τῶν ὁποίων ἦσαν ἀσθενεῖς. [428,642,584,693]
news-p7: ΧΙΟΣ, 22. — Ὁ μητροπολίτης Χίου ἐξακολουθεῖ νὰ ἀρνεῖται τὴν συμμόρφωσιν πρὸς τὰς ὁδηγίας τοῦ ὑπουργείου. [428,921,584,962]
ad: ΠΩΛΕΙΤΑΙ διαμέρισμα ἐπὶ τῆς ὁδοῦ Ἐγνατίας, τριῶν δωματίων, κουζίνα, λουτρόν, εὐκαιρία. Πληροφορίαι εἰς τὸ τηλέφωνον τοῦ γραφείου μας ὥρας 8—1 καὶ 5—8. [787,1148,968,1199]
ad: ΑΓΟΡΑΖΟΝΤΑΙ αὐτοκίνητα μεταχειρισμένα πάσης μάρκας εἰς καλὴν κατάστασιν. Πληρωμὴ τοῖς μετρητοῖς. [787,869,968,900]
ad: ΠΩΛΕΙΤΑΙ διαμέρισμα ἐπὶ τῆς ὁδοῦ Ἐγνατίας, τριῶν δωματίων, κουζίνα, λουτρόν, εὐκαιρία. Πληροφορίαι εἰς τὸ τηλέφωνον τοῦ γραφείου μας ὥρας 8—1 καὶ 5—8. [596,946,777,997]
section-piana: ΠΙΑΝΑ [986,671,1152,697]
news-p12b: Καλοῦνται τὰ μέλη τῆς Ἑνώσεως εἰς γενικὴν συνέλευσιν τὴν προσεχῆ Κυριακὴν καὶ ὥραν 10 π.μ. [428,1405,584,1436]
invitation-heading: ΠΡΟΣΚΛΗΣΙΣ [1310,842,1426,856]
section-autokinita: ΑΥΤΟΚΙΝΗΤΑ — ΜΟΤΟ [795,484,960,510]
trials-body-4: ΑΘΗΝΑΙ, 22. — Ἐνώπιον τοῦ Ἐφετείου Ἀθηνῶν ἐκδικάζονται αἱ ἐφέσεις πολλῶν μετεκτοπιζομένων, οἱ ὁποῖοι ζητοῦν τὴν ἄρσιν τῶν μέτρων. [1372,527,1564,568]
ad: ΑΓΟΡΑΖΟΝΤΑΙ αὐτοκίνητα μεταχειρισμένα πάσης μάρκας εἰς καλὴν κατάστασιν. Πληρωμὴ τοῖς μετρητοῖς. [787,1010,968,1042]
housing-org-notice [1174,582,1562,1213]
ad: ΚΥΡΙΟΣ διαθέτων χρόνον ἀναλαμβάνει τήρησιν βιβλίων καὶ λογιστικὰς ἐργασίας. Πληροφορίαι εἰς τὰ γραφεῖα μας. [978,199,1159,240]
ad: ΑΓΟΡΑΖΟΝΤΑΙ αὐτοκίνητα μεταχειρισμένα πάσης μάρκας εἰς καλὴν κατάστασιν. Πληρωμὴ τοῖς μετρητοῖς. [787,798,968,829]
news-h1: ΠΡΟΣΛΑΜΒΑΝΟΝΤΑΙ 72 ΜΑΘΗΤΕΥΟΜΕΝΟΙ ΕΙΣ ΤΟΥΣ Σ.Ε.Κ. [434,6,578,44]
ad: ΠΩΛΕΙΤΑΙ διαμέρισμα ἐπὶ τῆς ὁδοῦ Ἐγνατίας, τριῶν δωματίων, κουζίνα, λουτρόν, εὐκαιρία. Πληροφορίαι εἰς τὸ τηλέφωνον τοῦ γραφείου μας ὥρας 8—1 καὶ 5—8. [596,539,777,591]
ad: ΠΩΛΕΙΤΑΙ διαμέρισμα ἐπὶ τῆς ὁδοῦ Ἐγνατίας, τριῶν δωματίων, κουζίνα, λουτρόν, εὐκαιρία. Πληροφορίαι εἰς τὸ τηλέφωνον τοῦ γραφείου μας ὥρας 8—1 καὶ 5—8. [787,290,968,342]
news-p6b: ΑΘΗΝΑΙ, 22. — Αἱ ἐργατικαὶ ὀργανώσεις τῆς πρωτευούσης διεμαρτυρήθησαν διὰ τὴν καθυστέρησιν τῆς ἐφαρμογῆς τῶν συλλογικῶν συμβάσεων καὶ ἐζήτησαν τὴν ἄμεσον ἐπέμβασιν τοῦ ὑπουργείου. [428,803,584,875]
ad: ΖΗΤΕΙΤΑΙ ὑπάλληλος γραφείου μὲ γνῶσιν λογιστικῆς καὶ γραφομηχανῆς. Προτιμῶνται ἔχοντες προϋπηρεσίαν. [978,98,1159,128]
doctor2-name: ΗΛΙΑΣ Σ. ΒΕΡΓΗΣ [455,1502,558,1516]
ad: ΠΩΛΕΙΤΑΙ διαμέρισμα ἐπὶ τῆς ὁδοῦ Ἐγνατίας, τριῶν δωματίων, κουζίνα, λουτρόν, εὐκαιρία. Πληροφορίαι εἰς τὸ τηλέφωνον τοῦ γραφείου μας ὥρας 8—1 καὶ 5—8. [978,767,1159,818]
housing-list [1192,802,1544,834]
section-mathimata: ΜΑΘΗΜΑΤΑ [986,403,1152,428]
classifieds-subcol-3 [976,98,1161,1677]
trials-body: ΑΘΗΝΑΙ, 22. — Ἐνώπιον τοῦ Ἐφετείου Ἀθηνῶν ἐκδικάζονται αἱ ἐφέσεις πολλῶν μετεκτοπιζομένων, οἱ ὁποῖοι ζητοῦν τὴν ἄρσιν τῶν μέτρων. [1172,482,1364,523]
sports-results-repeat: 110 μ. ΜΕ ΕΜΠΟΔΙΑ: 1) Ἀναστασιάδης (ΠΑΟΚ) 15.9, 2) Μπασιάκος (Ἡρακλῆς) 16.3, 3) Καραβίας (Ἄρης) 16.8. ΑΚΟΝΤΙΣΜΟΣ: 1) Σιώτης 58.95 (Ἡρακλῆς), 2) Παππάς 54.10, 3) Ζαφειρίου 51.20. ΔΡΟΜΟΣ 200 μ.: 1) Νικολαΐδης 23.2, 2) Κωνσταντίνου 23.5, 3) Ἀντωνίου 23.8. ΔΡΟΜΟΣ 1.500 μ.: 1) Ἀγοραστὸς 4.10.8, 2) Σαμαράς 4.14.2, 3) Δημητρίου 4.18.0. ΣΚΥΤΑΛΟΔΡΟΜΙΑ 4Χ100: 1) Ἡρακλῆς 44.1, 2) ΠΑΟΚ 44.9, 3) Ἄρης 45.6. ΑΛΜΑ ΤΡΙΠΛΟΥΝ: 1) Στάμου 13.71, 2) Δοῦκας 13.42, 3) Ἰωαννίδης 13.05. [4,814,206,937]
housing-distribution: ΔΙΑΝΟΜΗ 1902 ΕΡΓΑΤΙΚΩΝ ΚΑΤΟΙΚΙΩΝ [1239,784,1497,799]
ad: ΠΩΛΕΙΤΑΙ οἰκόπεδον εἰς Καλαμαριάν, πλησίον στάσεως λεωφορείου, ἄρτιον καὶ οἰκοδομήσιμον. Τιμὴ εὐκαιρίας. Πληροφορίαι ὁδὸς Τσιμισκῆ. [596,697,777,738]
ad: ΠΩΛΕΙΤΑΙ οἰκόπεδον εἰς Καλαμαριάν, πλησίον στάσεως λεωφορείου, ἄρτιον καὶ οἰκοδομήσιμον. Τιμὴ εὐκαιρίας. Πληροφορίαι ὁδὸς Τσιμισκῆ. [596,1509,777,1550]
news-h5: 92 ΣΕΙΣΜΙΚΑΙ ΔΟΝΗΣΕΙΣ ΕΝΤΟΣ ΤΟΥ ΙΟΥΛΙΟΥ ΕΙΣ ΤΗΝ ΕΛΛΑΔΑ [433,601,579,640]
housing-body-1b: Προσκαλοῦνται οἱ διαφερόμενοι ὅπως ὑποβάλωσιν αἰτήσεις διὰ τὴν συμμετοχήν των εἰς τὴν διανομὴν ἐργατικῶν κατοικιῶν εἰς τὰς πόλεις Ἀθηνῶν, Πειραιῶς καὶ Θεσσαλονίκης. [1186,894,1550,925]
news-p4: ΑΜΜΑΝ, 22. — Ὁ Σάχης τῆς Περσίας θὰ ἐπισκεφθῇ ἐπισήμως τὴν Ἰορδανίαν ἐντὸς τοῦ προσεχοῦς μηνός. [428,554,584,595]
news-p2b: ΑΘΗΝΑΙ, 22. — Αἱ ἀποφάσεις τοῦ ἁρμοδίου συμβουλίου τοῦ Ὀργανισμοῦ ἐγκρίνουν τὴν πρόσληψιν 72 μαθητευομένων ἡλικίας 15—17 ἐτῶν εἰς τοὺς Σιδηροδρόμους. [428,293,584,355]
ad: ΠΩΛΕΙΤΑΙ οἰκόπεδον εἰς Καλαμαριάν, πλησίον στάσεως λεωφορείου, ἄρτιον καὶ οἰκοδομήσιμον. Τιμὴ εὐκαιρίας. Πληροφορίαι ὁδὸς Τσιμισκῆ. [596,290,777,331]
fryni-segment-1: 1. — ΚΑΤΑΣΤΗΜΑ ΤΣΙΜΙΣΚΗ 132 [1192,1332,1544,1349]
ad: ΕΝΟΙΚΙΑΖΕΤΑΙ δωμάτιον ἐπιπλωμένον εἰς ἥσυχον οἰκογένειαν, μὲ χρῆσιν κουζίνας καὶ λουτροῦ. Ὁδὸς Βασ. Ὄλγας. [787,255,968,286]
ad: ΠΩΛΕΙΤΑΙ οἰκόπεδον εἰς Καλαμαριάν, πλησίον στάσεως λεωφορείου, ἄρτιον καὶ οἰκοδομήσιμον. Τιμὴ εὐκαιρίας. Πληροφορίαι ὁδὸς Τσιμισκῆ. [596,1306,777,1347]
mayor-body-2: Ὁ δήμαρχος κ. Παπαηλιάδης ἀπηύθυνε πρὸς τὴν νεολαίαν τῆς Μακεδονίας ἔκκλησιν διὰ τὴν ἐνίσχυσιν τῶν προσπαθειῶν πρὸς δημιουργίαν ἀθλητικῶν καὶ πνευματικῶν κέντρων. [1172,321,1364,373]
news-p9b: Διὰ ἐγκυκλίου τοῦ Ὑπουργείου Κοινωνικῆς Προνοίας καλοῦνται οἱ ἐργαζόμενοι εἰς τὰ ξενοδοχεῖα νὰ ἐφοδιασθοῦν μὲ βιβλιάρια ὑγείας. [428,1204,584,1246]
news-h3: ΑΝΤΙΠΡΟΣΩΠΕΙΑ ΓΑΛΛΩΝ ΒΟΥΛΕΥΤΩΝ ΕΙΣ ΤΗΝ ΡΟΔΟΝ [428,360,584,399]
sailing-news-more: ΟΙ ΝΑΥΤΙΚΟΙ ΑΓΩΝΕΣ ΘΕΣΣΑΛΟΝΙΚΗΣ. — Κατόπιν τῆς ἐπιτυχίας τῶν χθεσινῶν ἀγώνων τοῦ ναυτικοῦ ὁμίλου, ἡ ἐπιτροπὴ ἀνακοινοῖ ὅτι οἱ ἀγῶνες κωπηλασίας καὶ κολυμβήσεως θὰ συνεχισθοῦν τὴν προσεχῆ Κυριακὴν εἰς τὴν παραλίαν τῆς πόλεως. Αἱ δηλώσεις συμμετοχῆς γίνονται δεκταὶ εἰς τὰ γραφεῖα τοῦ ὁμίλου μέχρι τῆς Παρασκευῆς. [4,1374,206,1456]
mayor-body-4: Ὁ δήμαρχος κ. Παπαηλιάδης ἀπηύθυνε πρὸς τὴν νεολαίαν τῆς Μακεδονίας ἔκκλησιν διὰ τὴν ἐνίσχυσιν τῶν προσπαθειῶν πρὸς δημιουργίαν ἀθλητικῶν καὶ πνευματικῶν κέντρων. [1372,267,1564,318]
neopal-brand: ΝΕΟΠΑΛ [662,2145,1087,2243]
sports-subcol-left [0,254,210,1808]
fryni-body: Ἐκτελοῦμεν καθαρισμὸν καὶ βαφὴν πάσης φύσεως ἐνδυμάτων εἰς λογικὰς τιμὰς καὶ μὲ ταχύτητα. [1186,1305,1550,1326]
ad: ΠΩΛΕΙΤΑΙ διαμέρισμα ἐπὶ τῆς ὁδοῦ Ἐγνατίας, τριῶν δωματίων, κουζίνα, λουτρόν, εὐκαιρία. Πληροφορίαι εἰς τὸ τηλέφωνον τοῦ γραφείου μας ὥρας 8—1 καὶ 5—8. [978,970,1159,1022]
wrestler-photo-caption: Ὁ πολαιστὴς Ἠλίας Πανάγος, ὅστις τὴν Τετάρτην θὰ ἀντιμετωπίσῃ τὸν Ναθαναήλ. [6,661,204,682]
news-p2: ΑΘΗΝΑΙ, 22. — Αἱ ἐργατικαὶ ὀργανώσεις τῆς πρωτευούσης διεμαρτυρήθησαν διὰ τὴν καθυστέρησιν τῆς ἐφαρμογῆς τῶν συλλογικῶν συμβάσεων καὶ ἐζήτησαν τὴν ἄμεσον ἐπέμβασιν τοῦ ὑπουργείου. [428,218,584,289]
ad: ΠΩΛΕΙΤΑΙ διαμέρισμα ἐπὶ τῆς ὁδοῦ Ἐγνατίας, τριῶν δωματίων, κουζίνα, λουτρόν, εὐκαιρία. Πληροφορίαι εἰς τὸ τηλέφωνον τοῦ γραφείου μας ὥρας 8—1 καὶ 5—8. [596,1351,777,1403]
sports-subcol-right [210,254,419,1808]
doctor1-name: ΔΡ ΘΕΟΦΙΛΟΣ ΧΡ. ΠΑΝΙΔΗΣ [452,1447,561,1474]
housing-body-2c: Τοὺς δικαιούχους νὰ προσέλθωσιν εἰς τὰ γραφεῖα τοῦ Ὀργανισμοῦ μὲ τὰ ἀπαιτούμενα δικαιολογητικὰ ἐντὸς τῆς ταχθείσης προθεσμίας. Αἱ αἰτήσεις ὑποβάλλονται μέχρι τῆς 15 Ὀκτωβρίου 1959 καὶ θὰ ἐξετασθοῦν ὑπὸ εἰδικῆς ἐπιτροπῆς. [1186,1039,1550,1080]
news-p8: Διὰ ἐγκυκλίου τοῦ Ὑπουργείου Κοινωνικῆς Προνοίας καλοῦνται οἱ ἐργαζόμενοι εἰς τὰ ξενοδοχεῖα νὰ ἐφοδιασθοῦν μὲ βιβλιάρια ὑγείας. [428,997,584,1038]
ad: ΠΩΛΕΙΤΑΙ διαμέρισμα ἐπὶ τῆς ὁδοῦ Ἐγνατίας, τριῶν δωματίων, κουζίνα, λουτρόν, εὐκαιρία. Πληροφορίαι εἰς τὸ τηλέφωνον τοῦ γραφείου μας ὥρας 8—1 καὶ 5—8. [978,615,1159,666]
ad: ΠΩΛΕΙΤΑΙ διαμέρισμα ἐπὶ τῆς ὁδοῦ Ἐγνατίας, τριῶν δωματίων, κουζίνα, λουτρόν, εὐκαιρία. Πληροφορίαι εἰς τὸ τηλέφωνον τοῦ γραφείου μας ὥρας 8—1 καὶ 5—8. [596,641,777,692]
ad: ΠΩΛΕΙΤΑΙ οἰκόπεδον εἰς Καλαμαριάν, πλησίον στάσεως λεωφορείου, ἄρτιον καὶ οἰκοδομήσιμον. Τιμὴ εὐκαιρίας. Πληροφορίαι ὁδὸς Τσιμισκῆ. [978,1229,1159,1271]
classifieds-subcol-1 [594,98,779,1677]
section-enoikiazetai: ΕΝΟΙΚΙΑΖΕΤΑΙ [604,1611,769,1637]
ad: ΚΥΡΙΟΣ διαθέτων χρόνον ἀναλαμβάνει τήρησιν βιβλίων καὶ λογιστικὰς ἐργασίας. Πληροφορίαι εἰς τὰ γραφεῖα μας. [978,290,1159,331]
ad: ΠΩΛΕΙΤΑΙ διαμέρισμα ἐπὶ τῆς ὁδοῦ Ἐγνατίας, τριῶν δωματίων, κουζίνα, λουτρόν, εὐκαιρία. Πληροφορίαι εἰς τὸ τηλέφωνον τοῦ γραφείου μας ὥρας 8—1 καὶ 5—8. [596,1047,777,1099]
section-diafora: ΔΙΑΦΟΡΑ [986,737,1152,762]
ad: ΠΩΛΕΙΤΑΙ οἰκόπεδον εἰς Καλαμαριάν, πλησίον στάσεως λεωφορείου, ἄρτιον καὶ οἰκοδομήσιμον. Τιμὴ εὐκαιρίας. Πληροφορίαι ὁδὸς Τσιμισκῆ. [978,924,1159,966]
wrestler-photo [6,412,204,659]
club-calls-4: ΑΙ ΠΡΟΣΚΛΗΣΕΙΣ ΤΩΝ ΣΩΜΑΤΕΙΩΝ. — Καλοῦνται οἱ ποδοσφαιρισταὶ τῶν σωματείων ὅπως προσέλθουν εἰς τὰς προπονήσεις τῆς ἑβδομάδος. Ὁ Ἄρης καλεῖ τοὺς ποδοσφαιριστάς του τὴν Τρίτην καὶ Πέμπτην. Ὁ Ἡρακλῆς τὴν Δευτέραν, Τετάρτην καὶ Παρασκευήν. Ὁ ΠΑΟΚ ἀνακοινοῖ ὅτι αἱ προπονήσεις θὰ γίνωνται εἰς τὸ γήπεδον τῆς Τούμπας. [214,1213,416,1305]
news-p1b: ΑΘΗΝΑΙ, 22. — Αἱ ἐργατικαὶ ὀργανώσεις τῆς πρωτευούσης διεμαρτυρήθησαν διὰ τὴν καθυστέρησιν τῆς ἐφαρμογῆς τῶν συλλογικῶν συμβάσεων καὶ ἐζήτησαν τὴν ἄμεσον ἐπέμβασιν τοῦ ὑπουργείου. [428,112,584,183]
section-rafimo: ΡΑΦΙΜΟ Κ.Α. [986,336,1152,362]
news-h11: ΜΕΛΩΝ ΕΝΩΣΕΩΣ ΚΤΗΜΑΤΙΩΝ ΚΩΝ-ΣΤΑΝΤΙΝΟΠΟΛΙΤΩΝ [447,1275,565,1314]
mayor-body-3: Ὁ δήμαρχος κ. Παπαηλιάδης ἀπηύθυνε πρὸς τὴν νεολαίαν τῆς Μακεδονίας ἔκκλησιν διὰ τὴν ἐνίσχυσιν τῶν προσπαθειῶν πρὸς δημιουργίαν ἀθλητικῶν καὶ πνευματικῶν κέντρων. [1172,376,1364,428]
ad: ΑΓΟΡΑΖΟΝΤΑΙ αὐτοκίνητα μεταχειρισμένα πάσης μάρκας εἰς καλὴν κατάστασιν. Πληρωμὴ τοῖς μετρητοῖς. [787,833,968,864]
section-podosfaira: ΠΟΔΟΣΦΑΙΡΑ - ΜΠΙΛΙΑΡΔΑ [986,504,1152,555]
sports-body-more: Χθὲς τὴν ἑσπέραν συνεχίσθησαν εἰς τὸ γήπεδον τοῦ «Ἄρεως» οἱ Παμμακεδονικοὶ ἀγῶνες στίβου, τοὺς ὁποίους διοργανώνει ἡ Ἐπιτροπὴ τῆς Θεσσαλονίκης μὲ τὴν συμμετοχὴν τῶν σωματείων τῆς πόλεως καὶ τῶν ἐπαρχιῶν. Ἡ προσέλευσις τῶν φιλάθλων ὑπῆρξε ἱκανοποιητικὴ καὶ οἱ ἀγῶνες διεξήχθησαν μὲ ὑποδειγματικὴν τάξιν. Εἰς τὰ ἀγωνίσματα τῆς ἡμέρας ἐσημειώθησαν ἀρκεταὶ καλαὶ ἐπιδόσεις, ἰδίως εἰς τὰ ἀγωνίσματα δρόμων καὶ ρίψεων, ὅπου διεκρίθησαν οἱ ἀθληταὶ τοῦ Ἡρακλέους, τοῦ ΠΑΟΚ καὶ τοῦ Ἄρεως. Ἡ βαθμολογία μετὰ τὴν δευτέραν ἡμέραν ἔχει ὡς ἑξῆς: Ἡρακλῆς, ΠΑΟΚ, Ἄρης, Μακεδονικός, Ἀπόλλων. [4,1460,206,1613]
ad: ΠΩΛΕΙΤΑΙ οἰκόπεδον εἰς Καλαμαριάν, πλησίον στάσεως λεωφορείου, ἄρτιον καὶ οἰκοδομήσιμον. Τιμὴ εὐκαιρίας. Πληροφορίαι ὁδὸς Τσιμισκῆ. [787,154,968,195]
sports-results-more: 110 μ. ΜΕ ΕΜΠΟΔΙΑ: 1) Ἀναστασιάδης (ΠΑΟΚ) 15.9, 2) Μπασιάκος (Ἡρακλῆς) 16.3, 3) Καραβίας (Ἄρης) 16.8. ΑΚΟΝΤΙΣΜΟΣ: 1) Σιώτης 58.95 (Ἡρακλῆς), 2) Παππάς 54.10, 3) Ζαφειρίου 51.20. ΔΡΟΜΟΣ 200 μ.: 1) Νικολαΐδης 23.2, 2) Κωνσταντίνου 23.5, 3) Ἀντωνίου 23.8. ΔΡΟΜΟΣ 1.500 μ.: 1) Ἀγοραστὸς 4.10.8, 2) Σαμαράς 4.14.2, 3) Δημητρίου 4.18.0. ΣΚΥΤΑΛΟΔΡΟΜΙΑ 4Χ100: 1) Ἡρακλῆς 44.1, 2) ΠΑΟΚ 44.9, 3) Ἄρης 45.6. ΑΛΜΑ ΤΡΙΠΛΟΥΝ: 1) Στάμου 13.71, 2) Δοῦκας 13.42, 3) Ἰωαννίδης 13.05. [4,1247,206,1371]
trials-body-3: ΑΘΗΝΑΙ, 22. — Ἐνώπιον τοῦ Ἐφετείου Ἀθηνῶν ἐκδικάζονται αἱ ἐφέσεις πολλῶν μετεκτοπιζομένων, οἱ ὁποῖοι ζητοῦν τὴν ἄρσιν τῶν μέτρων. [1372,482,1564,523]
housing-signer-name: ΗΛΙΑΣ ΣΤΑΜΑΤΟΠΟΥΛΟΣ [1306,1193,1430,1203]
call-heading: ΠΡΟΣΚΑΛΟΥΜΕΝ [1294,932,1443,947]
sports-results-end: 110 μ. ΜΕ ΕΜΠΟΔΙΑ: 1) Ἀναστασιάδης (ΠΑΟΚ) 15.9, 2) Μπασιάκος (Ἡρακλῆς) 16.3, 3) Καραβίας (Ἄρης) 16.8. ΑΚΟΝΤΙΣΜΟΣ: 1) Σιώτης 58.95 (Ἡρακλῆς), 2) Παππάς 54.10, 3) Ζαφειρίου 51.20. ΔΡΟΜΟΣ 200 μ.: 1) Νικολαΐδης 23.2, 2) Κωνσταντίνου 23.5, 3) Ἀντωνίου 23.8. ΔΡΟΜΟΣ 1.500 μ.: 1) Ἀγοραστὸς 4.10.8, 2) Σαμαράς 4.14.2, 3) Δημητρίου 4.18.0. ΣΚΥΤΑΛΟΔΡΟΜΙΑ 4Χ100: 1) Ἡρακλῆς 44.1, 2) ΠΑΟΚ 44.9, 3) Ἄρης 45.6. ΑΛΜΑ ΤΡΙΠΛΟΥΝ: 1) Στάμου 13.71, 2) Δοῦκας 13.42, 3) Ἰωαννίδης 13.05. [4,1682,206,1804]
news-column [424,0,588,2348]
fryni-title: ΑΝΑΚΟΙΝΩΣΙΣ [1224,1233,1512,1271]
ad: ΠΩΛΕΙΤΑΙ διαμέρισμα ἐπὶ τῆς ὁδοῦ Ἐγνατίας, τριῶν δωματίων, κουζίνα, λουτρόν, εὐκαιρία. Πληροφορίαι εἰς τὸ τηλέφωνον τοῦ γραφείου μας ὥρας 8—1 καὶ 5—8. [787,392,968,444]
news-p3b: ΑΘΗΝΑΙ, 22. — Αἱ ἐργατικαὶ ὀργανώσεις τῆς πρωτευούσης διεμαρτυρήθησαν διὰ τὴν καθυστέρησιν τῆς ἐφαρμογῆς τῶν συλλογικῶν συμβάσεων καὶ ἐζήτησαν τὴν ἄμεσον ἐπέμβασιν τοῦ ὑπουργείου. [428,435,584,508]
housing-body-2b: Τοὺς δικαιούχους νὰ προσέλθωσιν εἰς τὰ γραφεῖα τοῦ Ὀργανισμοῦ μὲ τὰ ἀπαιτούμενα δικαιολογητικὰ ἐντὸς τῆς ταχθείσης προθεσμίας. Αἱ αἰτήσεις ὑποβάλλονται μέχρι τῆς 15 Ὀκτωβρίου 1959 καὶ θὰ ἐξετασθοῦν ὑπὸ εἰδικῆς ἐπιτροπῆς. [1186,995,1550,1036]
ad: ΠΩΛΕΙΤΑΙ διαμέρισμα ἐπὶ τῆς ὁδοῦ Ἐγνατίας, τριῶν δωματίων, κουζίνα, λουτρόν, εὐκαιρία. Πληροφορίαι εἰς τὸ τηλέφωνον τοῦ γραφείου μας ὥρας 8—1 καὶ 5—8. [596,133,777,184]
club-calls-3: ΑΙ ΠΡΟΣΚΛΗΣΕΙΣ ΤΩΝ ΣΩΜΑΤΕΙΩΝ. — Καλοῦνται οἱ ποδοσφαιρισταὶ τῶν σωματείων ὅπως προσέλθουν εἰς τὰς προπονήσεις τῆς ἑβδομάδος. Ὁ Ἄρης καλεῖ τοὺς ποδοσφαιριστάς του τὴν Τρίτην καὶ Πέμπτην. Ὁ Ἡρακλῆς τὴν Δευτέραν, Τετάρτην καὶ Παρασκευήν. Ὁ ΠΑΟΚ ἀνακοινοῖ ὅτι αἱ προπονήσεις θὰ γίνωνται εἰς τὸ γήπεδον τῆς Τούμπας. [214,1043,416,1135]
sports-kicker: Ἡ ἀθλητικὴ κίνησις [144,4,275,19]
classifieds-column [594,0,1161,2348]
price-item: Ἐν (1) φόρεμα γυναικεῖον ...... δρχ. 20 [1196,1362,1348,1371]
ad: ΑΓΟΡΑΖΟΝΤΑΙ αὐτοκίνητα μεταχειρισμένα πάσης μάρκας εἰς καλὴν κατάστασιν. Πληρωμὴ τοῖς μετρητοῖς. [787,1047,968,1077]
ad: ΠΑΡΑΔΙΔΟΝΤΑΙ μαθήματα ἀγγλικῶν, γαλλικῶν καὶ γερμανικῶν ὑπὸ πεπειραμένης καθηγητρίας. [978,432,1159,464]
ad: ΠΩΛΕΙΤΑΙ οἰκόπεδον εἰς Καλαμαριάν, πλησίον στάσεως λεωφορείου, ἄρτιον καὶ οἰκοδομήσιμον. Τιμὴ εὐκαιρίας. Πληροφορίαι ὁδὸς Τσιμισκῆ. [596,1002,777,1043]
section-prosferoun: ΠΡΟΣΦΕΡΟΥΝ ΕΡΓΑΣΙΑΝ [795,1204,960,1230]
